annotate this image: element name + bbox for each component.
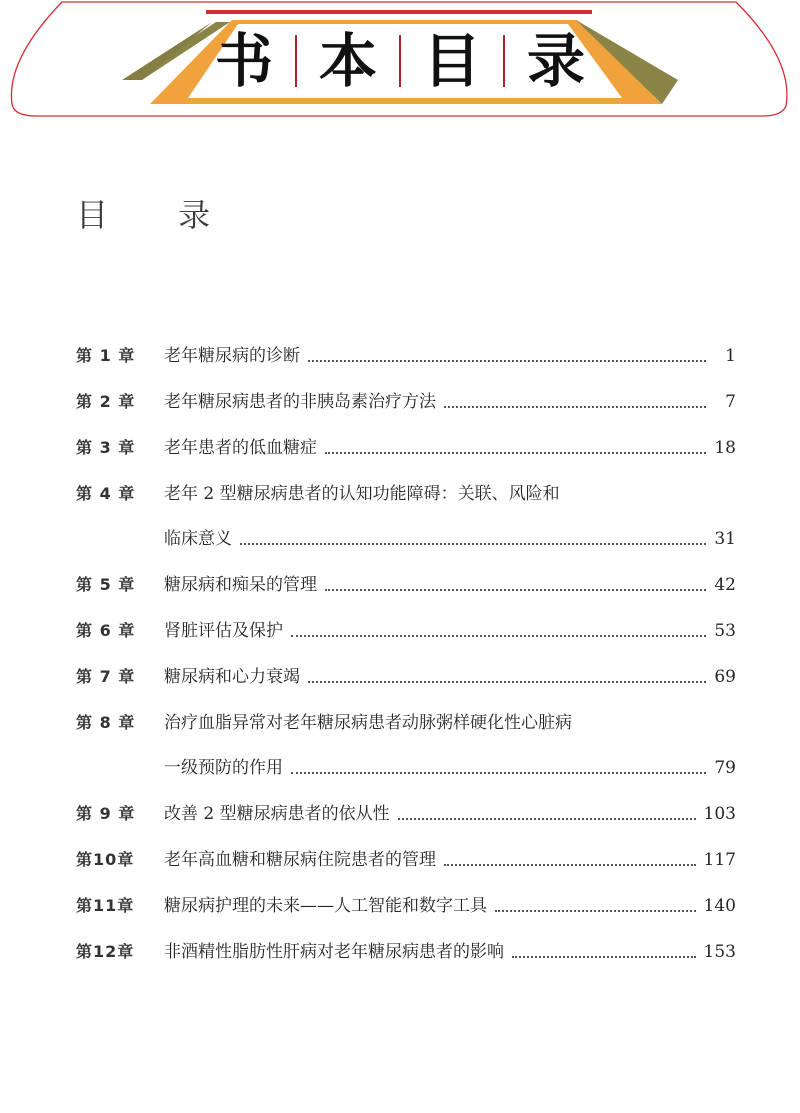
page-number: 1 [725, 346, 736, 366]
chapter-label: 第 1 章 [76, 346, 136, 365]
chapter-title-continuation: 临床意义 [164, 529, 232, 549]
chapter-label: 第10章 [76, 850, 135, 869]
page-number: 31 [714, 529, 736, 549]
toc-entry [76, 435, 736, 461]
toc-entry [76, 893, 736, 919]
dot-leader [240, 543, 706, 545]
page-number: 79 [714, 758, 736, 778]
page-number: 103 [703, 804, 736, 824]
page-number: 18 [714, 438, 736, 458]
chapter-title: 糖尿病和痴呆的管理 [164, 575, 317, 595]
page-title: 目 录 [76, 196, 241, 234]
page-number: 117 [703, 850, 736, 870]
chapter-title: 治疗血脂异常对老年糖尿病患者动脉粥样硬化性心脏病 [164, 713, 572, 733]
page-number: 153 [703, 942, 736, 962]
dot-leader [308, 681, 706, 683]
chapter-title-continuation: 一级预防的作用 [164, 758, 283, 778]
page-number: 140 [703, 896, 736, 916]
toc-entry [76, 710, 736, 736]
toc-entry [76, 481, 736, 507]
banner-title [0, 16, 800, 106]
chapter-title: 老年患者的低血糖症 [164, 438, 317, 458]
toc-entry [76, 618, 736, 644]
dot-leader [308, 360, 706, 362]
chapter-label: 第 5 章 [76, 575, 136, 594]
dot-leader [444, 406, 706, 408]
page-number: 53 [714, 621, 736, 641]
page-number: 42 [714, 575, 736, 595]
chapter-label: 第 6 章 [76, 621, 136, 640]
page-number: 7 [725, 392, 736, 412]
chapter-label: 第 2 章 [76, 392, 136, 411]
dot-leader [291, 635, 706, 637]
toc-entry [76, 389, 736, 415]
chapter-title: 老年糖尿病患者的非胰岛素治疗方法 [164, 392, 436, 412]
toc-entry [76, 664, 736, 690]
chapter-title: 改善 2 型糖尿病患者的依从性 [164, 804, 390, 824]
dot-leader [291, 772, 706, 774]
dot-leader [444, 864, 696, 866]
page-number: 69 [714, 667, 736, 687]
banner-char: 书 [214, 27, 273, 95]
banner-char: 目 [423, 27, 482, 95]
banner-char: 录 [527, 27, 586, 95]
dot-leader [512, 956, 696, 958]
dot-leader [495, 910, 696, 912]
toc-entry [76, 801, 736, 827]
toc-entry [76, 939, 736, 965]
banner-char: 本 [318, 27, 377, 95]
toc-entry-continuation [76, 755, 736, 781]
toc-entry [76, 847, 736, 873]
toc-entry [76, 572, 736, 598]
chapter-title: 糖尿病和心力衰竭 [164, 667, 300, 687]
chapter-label: 第 4 章 [76, 484, 136, 503]
chapter-title: 肾脏评估及保护 [164, 621, 283, 641]
chapter-label: 第12章 [76, 942, 135, 961]
dot-leader [325, 452, 706, 454]
chapter-title: 非酒精性脂肪性肝病对老年糖尿病患者的影响 [164, 942, 504, 962]
chapter-label: 第11章 [76, 896, 135, 915]
chapter-label: 第 9 章 [76, 804, 136, 823]
chapter-title: 糖尿病护理的未来——人工智能和数字工具 [164, 896, 487, 916]
dot-leader [325, 589, 706, 591]
dot-leader [398, 818, 696, 820]
toc-entry [76, 343, 736, 369]
chapter-title: 老年糖尿病的诊断 [164, 346, 300, 366]
chapter-label: 第 3 章 [76, 438, 136, 457]
chapter-title: 老年 2 型糖尿病患者的认知功能障碍：关联、风险和 [164, 484, 560, 504]
chapter-label: 第 7 章 [76, 667, 136, 686]
toc-entry-continuation [76, 526, 736, 552]
chapter-label: 第 8 章 [76, 713, 136, 732]
chapter-title: 老年高血糖和糖尿病住院患者的管理 [164, 850, 436, 870]
